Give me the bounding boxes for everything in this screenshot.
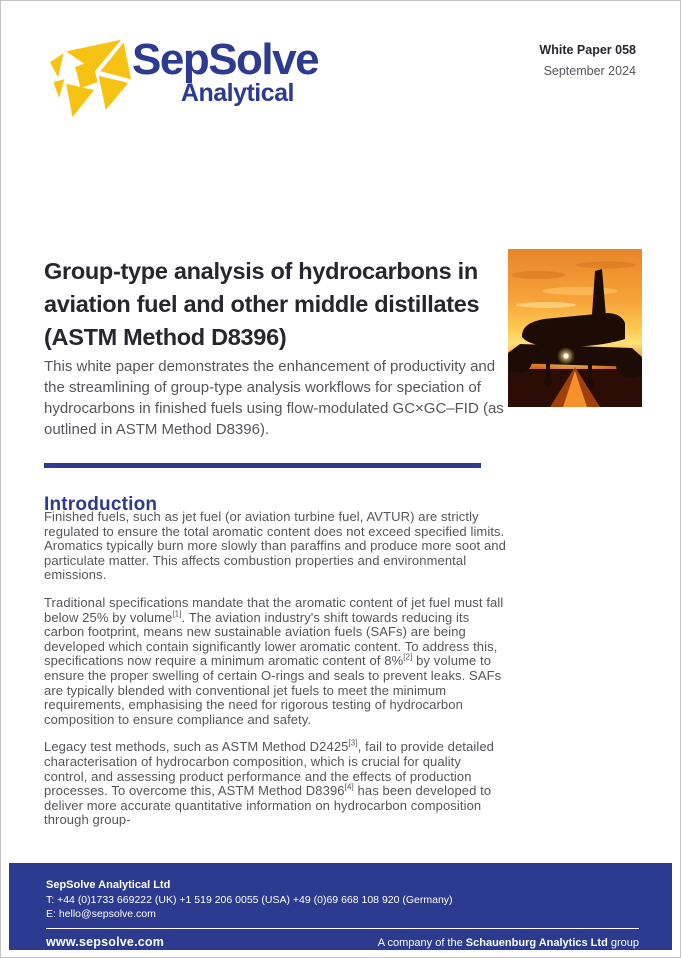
sepsolve-logotype bbox=[132, 35, 319, 108]
introduction-paragraphs bbox=[44, 510, 508, 841]
footer-company-name: SepSolve Analytical Ltd bbox=[46, 879, 171, 891]
footer-website-link[interactable]: www.sepsolve.com bbox=[46, 935, 165, 949]
paper-meta bbox=[539, 43, 636, 78]
body-paragraph: Traditional specifications mandate that the aromatic content of jet fuel must fall below 25% by volume[1]. The aviation industry's shift towards reducing its carbon footprint, means new sustainable aviation fuels (SAFs) are being developed which contain significantly lower aromatic content. To address this, specifications now require a minimum aromatic content of 8%[2] by volume to ensure the proper swelling of certain O-rings and seals to prevent leaks. SAFs are typically blended with conventional jet fuels to meet the minimum requirements, emphasising the need for rigorous testing of hydrocarbon composition to ensure compliance and safety. bbox=[44, 594, 504, 727]
reference-marker: [2] bbox=[403, 653, 413, 663]
paper-date: September 2024 bbox=[543, 64, 636, 78]
footer-group-line bbox=[378, 937, 639, 949]
page-title: Group-type analysis of hydrocarbons in aviation fuel and other middle distillates (ASTM Method D8396) bbox=[44, 257, 480, 350]
body-paragraph: Finished fuels, such as jet fuel (or aviation turbine fuel, AVTUR) are strictly regulated to ensure the total aromatic content does not exceed specified limits. Aromatics typically burn more slowly than paraffins and produce more soot and particulate matter. This affects combustion properties and environmental emissions. bbox=[44, 509, 506, 583]
sepsolve-logo-icon bbox=[41, 37, 131, 121]
section-divider-bar bbox=[44, 463, 481, 468]
abstract-paragraph: This white paper demonstrates the enhancement of productivity and the streamlining of group-type analysis workflows for speciation of hydrocarbons in finished fuels using flow-modulated GC×GC–FID (as outlined in ASTM Method D8396). bbox=[44, 358, 504, 438]
footer-divider bbox=[46, 928, 639, 929]
footer-phone-line: T: +44 (0)1733 669222 (UK) +1 519 206 0055 (USA) +49 (0)69 668 108 920 (Germany) bbox=[46, 894, 453, 906]
paper-number: White Paper 058 bbox=[539, 43, 636, 57]
airplane-sunset-photo bbox=[508, 249, 642, 407]
brand-name: SepSolve bbox=[132, 35, 319, 84]
footer-bottom-row bbox=[46, 935, 639, 949]
group-prefix: A company of the bbox=[377, 937, 466, 949]
landing-light bbox=[563, 353, 568, 358]
group-bold-name: Schauenburg Analytics Ltd bbox=[465, 937, 608, 949]
footer-email-link[interactable]: E: hello@sepsolve.com bbox=[46, 908, 156, 920]
reference-marker: [1] bbox=[172, 609, 182, 619]
reference-marker: [3] bbox=[348, 738, 358, 748]
brand-subname: Analytical bbox=[180, 79, 294, 108]
footer-bar bbox=[9, 863, 672, 950]
cloud-streak bbox=[511, 271, 565, 279]
body-paragraph: Legacy test methods, such as ASTM Method D2425[3], fail to provide detailed characterisation of hydrocarbon composition, which is crucial for quality control, and assessing product performance and the effects of production processes. To overcome this, ASTM Method D8396[4] has been developed to deliver more accurate quantitative information on hydrocarbon composition through group- bbox=[44, 738, 494, 828]
introduction-heading: Introduction bbox=[44, 493, 158, 515]
group-suffix: group bbox=[607, 937, 639, 949]
reference-marker: [4] bbox=[344, 782, 354, 792]
